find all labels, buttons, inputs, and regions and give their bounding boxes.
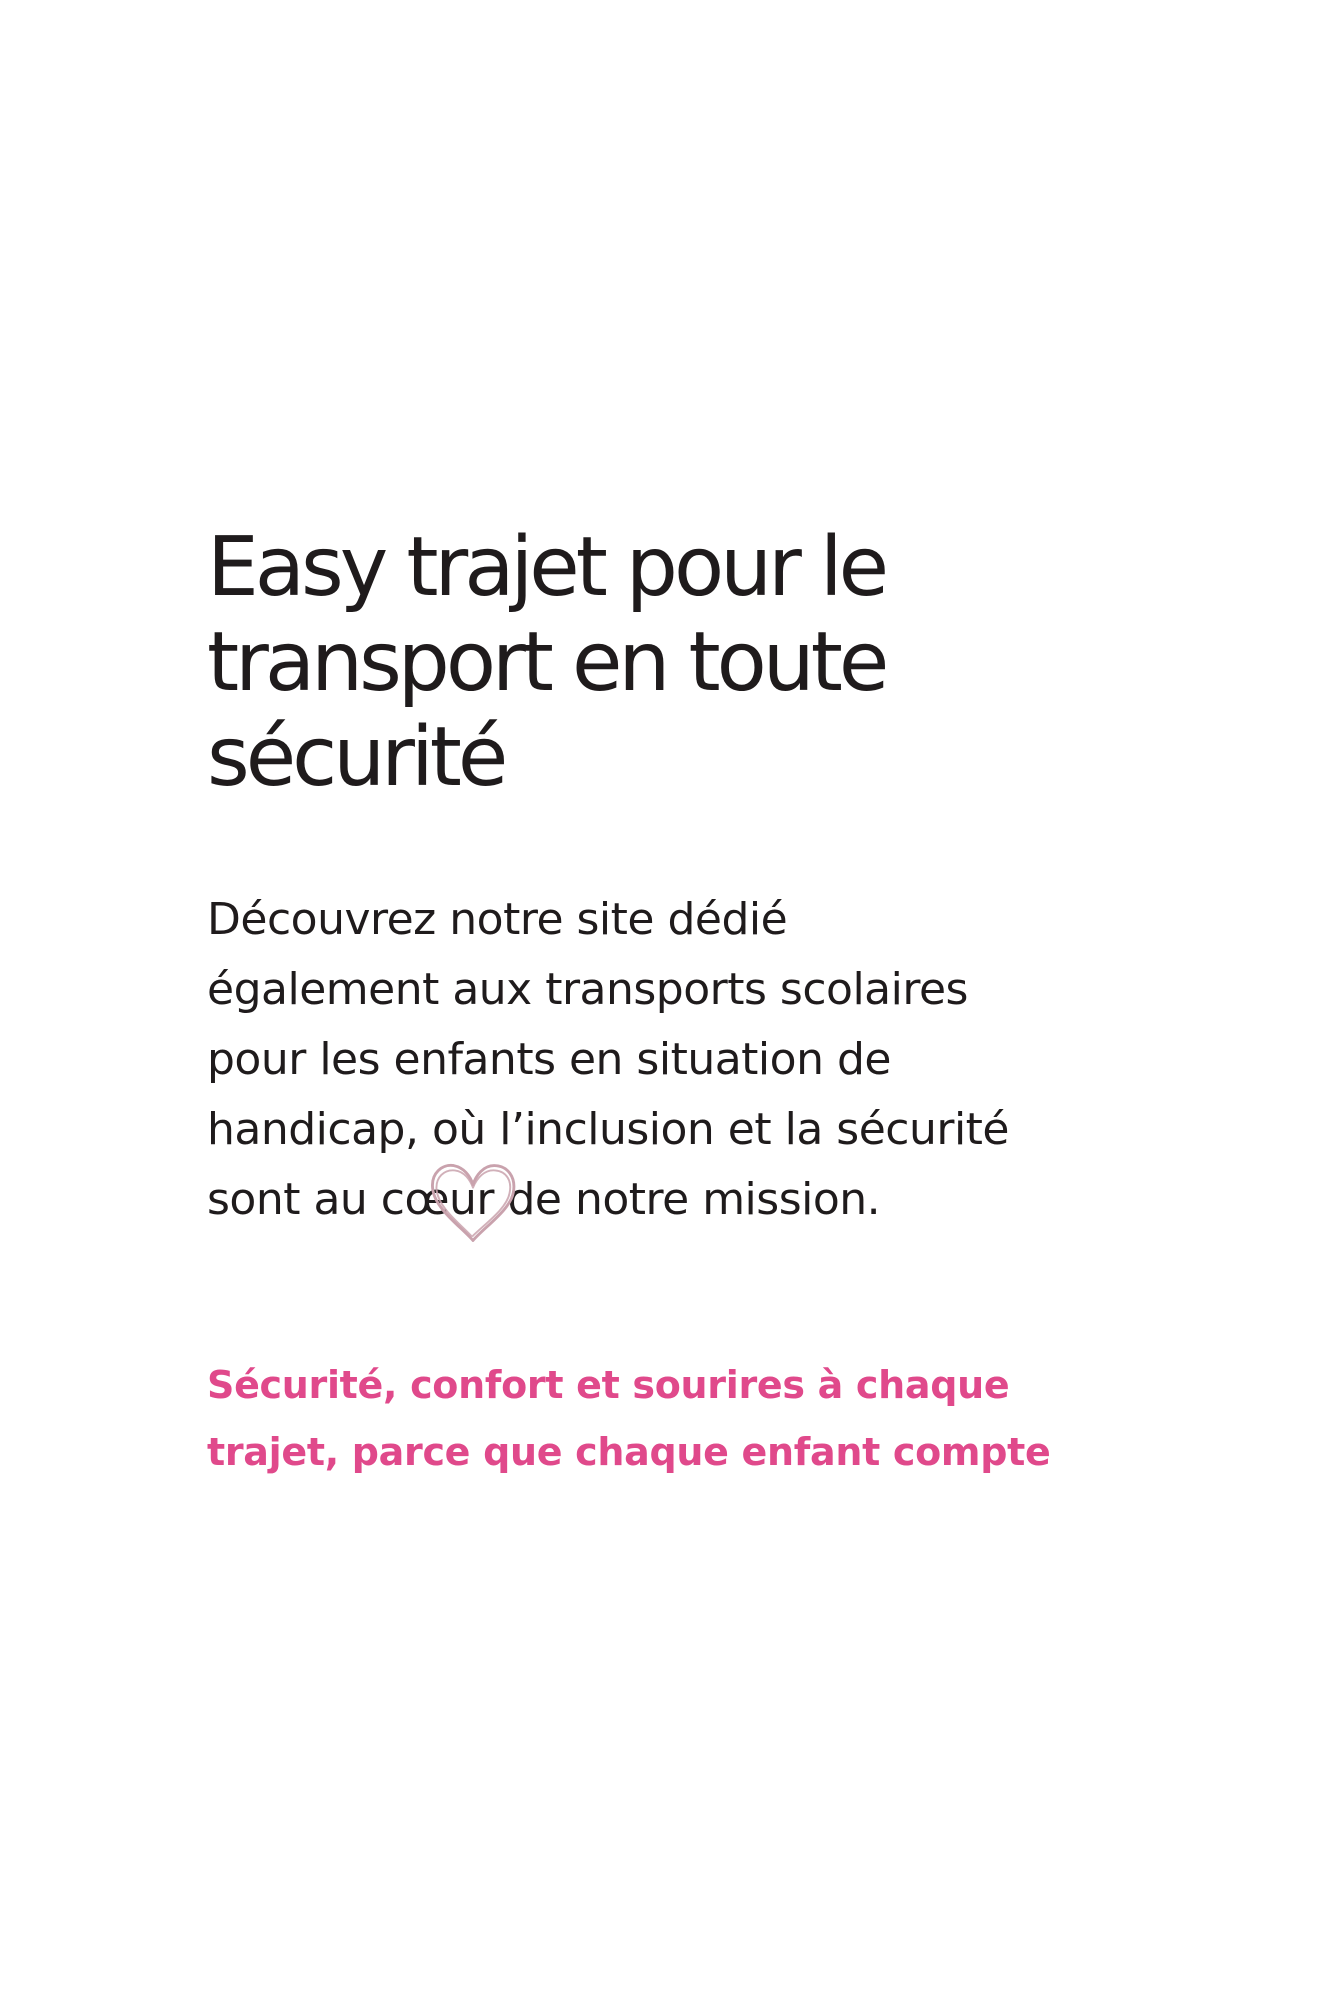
tagline-line: Sécurité, confort et sourires à chaque (207, 1363, 1010, 1407)
tagline (207, 1352, 1050, 1486)
main-content (207, 520, 1207, 1474)
title-line: Easy trajet pour le (207, 520, 886, 615)
page-title (207, 520, 1207, 805)
title-line: transport en toute (207, 615, 886, 710)
description-line: handicap, où l’inclusion et la sécurité (207, 1104, 1009, 1155)
description-line: pour les enfants en situation de (207, 1034, 891, 1085)
description-line: sont au cœur de notre mission. (207, 1174, 881, 1225)
tagline-line: trajet, parce que chaque enfant compte (207, 1430, 1051, 1474)
description-line: Découvrez notre site dédié (207, 894, 788, 945)
heart-icon (425, 1156, 521, 1252)
description-paragraph (207, 885, 1009, 1235)
title-line: sécurité (207, 710, 505, 805)
description-line: également aux transports scolaires (207, 964, 968, 1015)
